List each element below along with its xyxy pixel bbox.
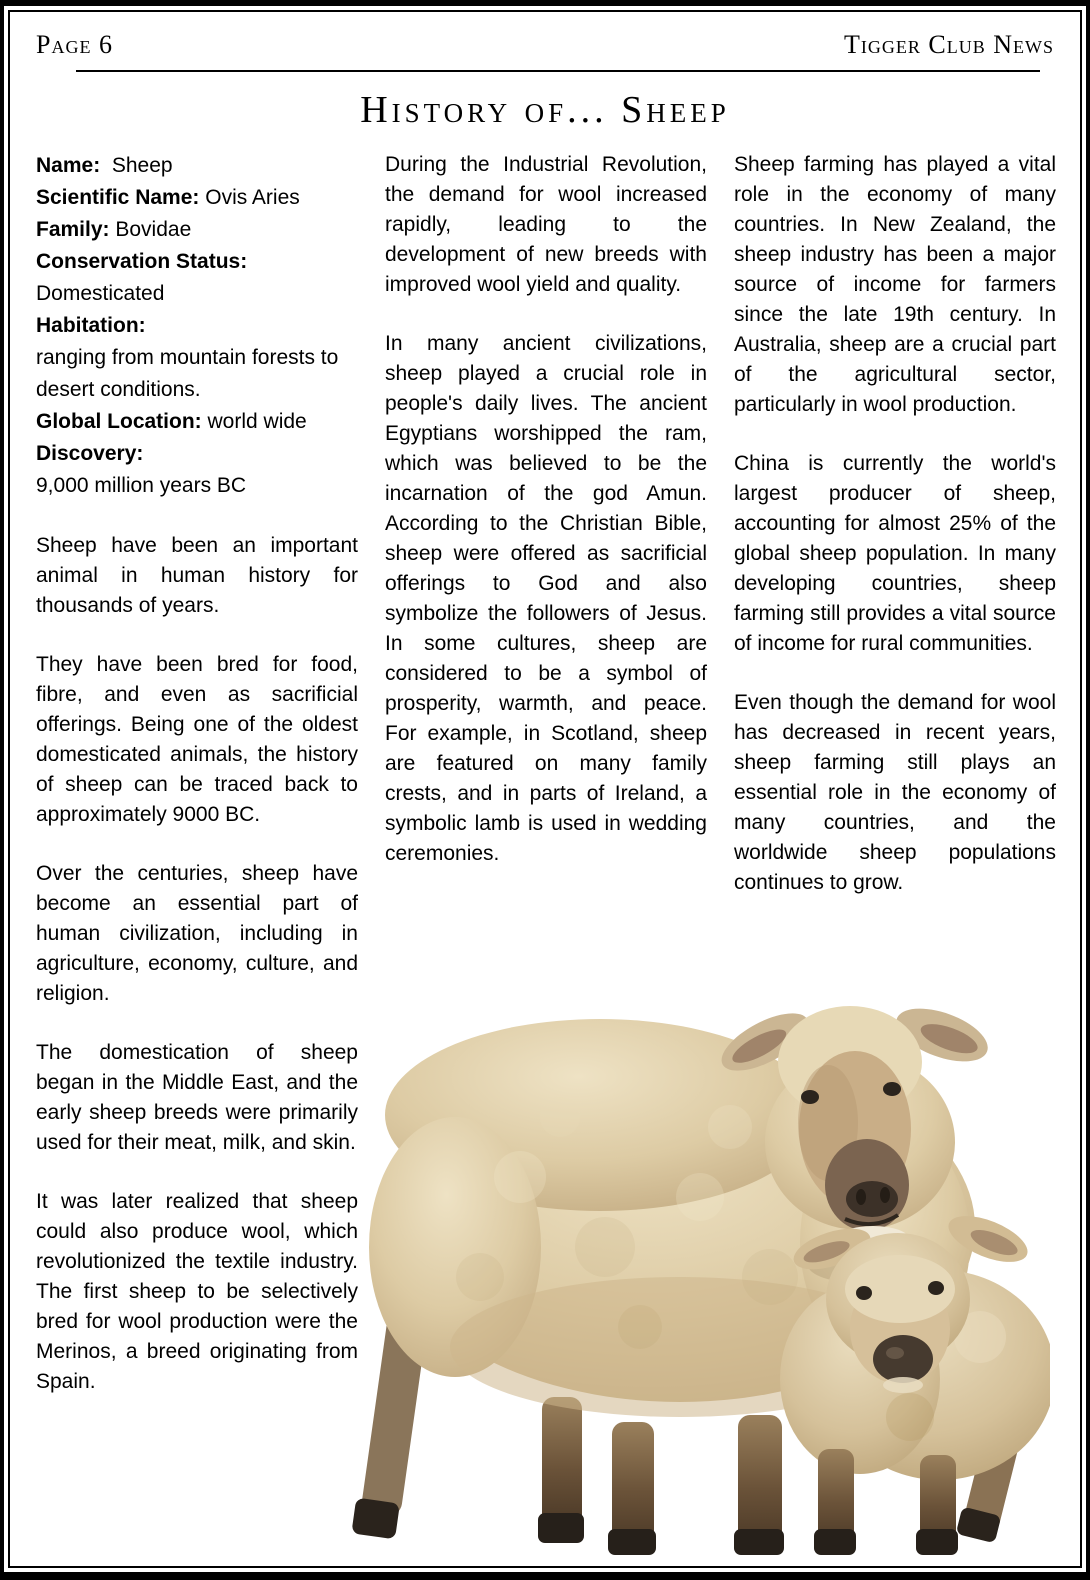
- fact-global-location: Global Location: world wide: [36, 410, 307, 433]
- paragraph: The domestication of sheep began in the Middle East, and the early sheep breeds were primarily used for their meat, milk, and skin.: [36, 1041, 358, 1154]
- paragraph: In many ancient civilizations, sheep played a crucial role in people's daily lives. The ancient Egyptians worshipped the ram, which was believed to be the incarnation of the god Amun. According to the Christian Bible, sheep were offered as sacrificial offerings to God and also symbolize the followers of Jesus. In some cultures, sheep are considered to be a symbol of prosperity, warmth, and peace. For example, in Scotland, sheep are featured on many family crests, and in parts of Ireland, a symbolic lamb is used in wedding ceremonies.: [385, 332, 707, 865]
- page-number: Page 6: [36, 30, 113, 59]
- column-left: [36, 150, 358, 1397]
- page-inner-border: [8, 10, 1082, 1568]
- lamb-illustration: [780, 1207, 1050, 1555]
- paragraph: Sheep have been an important animal in human history for thousands of years.: [36, 534, 358, 617]
- fact-habitation: Habitation: ranging from mountain forests to desert conditions.: [36, 314, 345, 401]
- paragraph: Even though the demand for wool has decreased in recent years, sheep farming still plays an essential role in the economy of many countries, and the worldwide sheep populations continues to grow.: [734, 691, 1056, 894]
- paragraph: China is currently the world's largest producer of sheep, accounting for almost 25% of the global sheep population. In many developing countries, sheep farming still provides a vital source of income for rural communities.: [734, 452, 1056, 655]
- fact-name: Name: Sheep: [36, 154, 173, 177]
- paragraph: It was later realized that sheep could also produce wool, which revolutionized the textile industry. The first sheep to be selectively bred for wool production were the Merinos, a breed originating from Spain.: [36, 1190, 358, 1393]
- sheep-photo: [340, 947, 1050, 1557]
- paragraph: Over the centuries, sheep have become an essential part of human civilization, including in agriculture, economy, culture, and religion.: [36, 862, 358, 1005]
- fact-family: Family: Bovidae: [36, 218, 192, 241]
- masthead: [36, 30, 1054, 60]
- fact-scientific-name: Scientific Name: Ovis Aries: [36, 186, 300, 209]
- article-title: History of... Sheep: [360, 89, 730, 131]
- fact-conservation-status: Conservation Status: Domesticated: [36, 250, 248, 305]
- paragraph: During the Industrial Revolution, the demand for wool increased rapidly, leading to the development of new breeds with improved wool yield and quality.: [385, 153, 707, 296]
- paragraph: They have been bred for food, fibre, and even as sacrificial offerings. Being one of the oldest domesticated animals, the history of sheep can be traced back to approximately 9000 BC.: [36, 653, 358, 826]
- masthead-divider: [76, 70, 1040, 72]
- newsletter-name: Tigger Club News: [844, 30, 1054, 59]
- paragraph: Sheep farming has played a vital role in the economy of many countries. In New Zealand, the sheep industry has been a major source of income for farmers since the late 19th century. In Australia, sheep are a crucial part of the agricultural sector, particularly in wool production.: [734, 153, 1056, 416]
- fact-discovery: Discovery: 9,000 million years BC: [36, 442, 247, 497]
